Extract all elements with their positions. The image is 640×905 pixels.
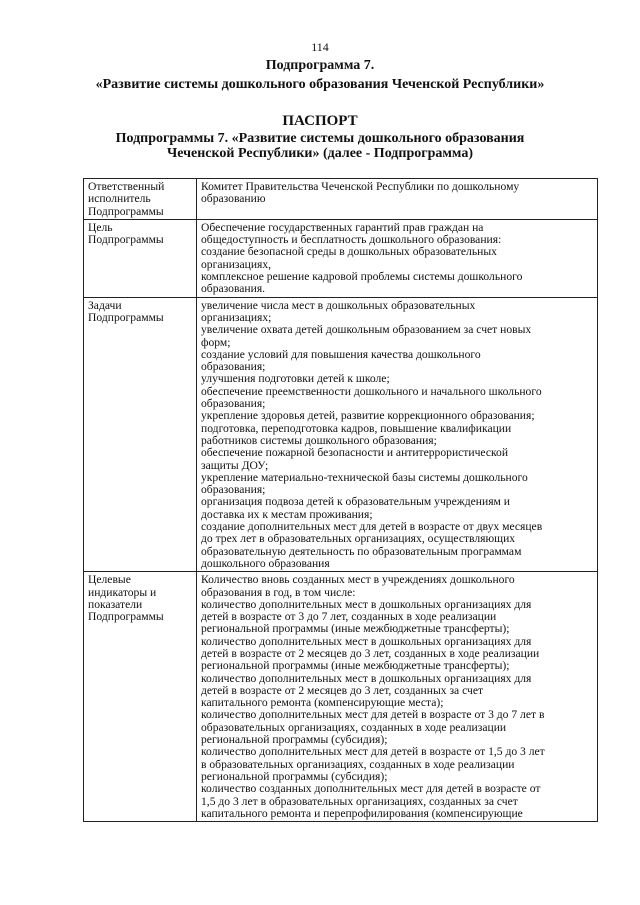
passport-subtitle-line-1: Подпрограммы 7. «Развитие системы дошкольного образования	[115, 131, 525, 146]
label-line: Цель	[88, 220, 113, 234]
value-line: Количество вновь созданных мест в учреждениях дошкольного	[201, 573, 515, 587]
value-line: Комитет Правительства Чеченской Республики по дошкольному	[201, 180, 520, 193]
value-line: количество созданных дополнительных мест для детей в возрасте от	[201, 782, 541, 796]
label-line: Ответственный	[88, 180, 165, 193]
page-number: 114	[311, 40, 329, 54]
label-line: показатели	[88, 597, 143, 611]
value-line: до трех лет в образовательных организациях, осуществляющих	[201, 532, 516, 546]
value-line: количество дополнительных мест в дошкольных организациях для	[201, 671, 532, 685]
value-line: образования.	[201, 282, 266, 296]
value-line: детей в возрасте от 3 до 7 лет, созданных в ходе реализации	[201, 610, 497, 624]
row-value	[197, 179, 598, 220]
value-line: количество дополнительных мест для детей в возрасте от 1,5 до 3 лет	[201, 745, 545, 759]
value-line: подготовка, переподготовка кадров, повышение квалификации	[201, 421, 512, 435]
value-line: образования;	[201, 483, 266, 497]
label-line: Задачи	[88, 298, 122, 312]
value-line: 1,5 до 3 лет в образовательных организациях, созданных за счет	[201, 794, 518, 808]
value-line: увеличение охвата детей дошкольным образованием за счет новых	[201, 323, 532, 337]
passport-heading: ПАСПОРТ	[282, 113, 358, 129]
value-line: работников системы дошкольного образования;	[201, 433, 437, 447]
value-line: комплексное решение кадровой проблемы системы дошкольного	[201, 270, 523, 284]
row-value	[197, 219, 598, 297]
value-line: образования;	[201, 360, 266, 374]
row-label	[84, 219, 197, 297]
row-value	[197, 572, 598, 822]
value-line: региональной программы (субсидия);	[201, 769, 388, 783]
value-line: дошкольного образования	[201, 556, 330, 570]
value-line: образованию	[201, 192, 266, 206]
value-line: создание дополнительных мест для детей в возрасте от двух месяцев	[201, 520, 543, 534]
value-line: детей в возрасте от 2 месяцев до 3 лет, созданных за счет	[201, 683, 484, 697]
label-line: Подпрограммы	[88, 610, 164, 624]
value-line: региональной программы (иные межбюджетные трансферты);	[201, 622, 510, 636]
value-line: укрепление материально-технической базы системы дошкольного	[201, 470, 528, 484]
passport-subtitle-line-2: Чеченской Республики» (далее - Подпрограмма)	[166, 146, 474, 161]
row-value	[197, 297, 598, 572]
value-line: в образовательных организациях, созданных в ходе реализации	[201, 757, 515, 771]
passport-table	[83, 178, 598, 822]
value-line: количество дополнительных мест в дошкольных организациях для	[201, 597, 532, 611]
table-row-goal	[84, 219, 598, 297]
label-line: Целевые	[88, 573, 131, 587]
table-row-tasks	[84, 297, 598, 572]
value-line: образования в год, в том числе:	[201, 585, 356, 599]
table-row-indicators	[84, 572, 598, 822]
value-line: общедоступность и бесплатность дошкольного образования:	[201, 233, 502, 247]
value-line: обеспечение преемственности дошкольного и начального школьного	[201, 384, 542, 398]
row-label	[84, 572, 197, 822]
value-line: защиты ДОУ;	[201, 458, 269, 472]
value-line: организациях,	[201, 257, 272, 271]
value-line: организациях;	[201, 310, 272, 324]
value-line: укрепление здоровья детей, развитие коррекционного образования;	[201, 409, 535, 423]
value-line: региональной программы (иные межбюджетные трансферты);	[201, 659, 510, 673]
value-line: Обеспечение государственных гарантий прав граждан на	[201, 220, 484, 234]
value-line: доставка их к местам проживания;	[201, 507, 373, 521]
value-line: детей в возрасте от 2 месяцев до 3 лет, созданных в ходе реализации	[201, 646, 540, 660]
value-line: образовательных организациях, созданных в ходе реализации	[201, 720, 507, 734]
label-line: Подпрограммы	[88, 233, 164, 247]
value-line: количество дополнительных мест в дошкольных организациях для	[201, 634, 532, 648]
value-line: улучшения подготовки детей к школе;	[201, 372, 390, 386]
value-line: создание безопасной среды в дошкольных образовательных	[201, 245, 497, 259]
value-line: увеличение числа мест в дошкольных образовательных	[201, 298, 476, 312]
value-line: региональной программы (субсидия);	[201, 733, 388, 747]
row-label	[84, 179, 197, 220]
label-line: Подпрограммы	[88, 310, 164, 324]
value-line: образования;	[201, 397, 266, 411]
value-line: организация подвоза детей к образовательным учреждениям и	[201, 495, 510, 509]
label-line: Подпрограммы	[88, 204, 164, 218]
subprogram-heading: Подпрограмма 7.	[265, 58, 375, 73]
value-line: форм;	[201, 335, 231, 349]
value-line: обеспечение пожарной безопасности и антитеррористической	[201, 446, 509, 460]
value-line: образовательную деятельность по образовательным программам	[201, 544, 522, 558]
row-label	[84, 297, 197, 572]
value-line: создание условий для повышения качества дошкольного	[201, 347, 481, 361]
value-line: капитального ремонта (компенсирующие места);	[201, 696, 444, 710]
value-line: количество дополнительных мест для детей в возрасте от 3 до 7 лет в	[201, 708, 545, 722]
table-row-responsible	[84, 179, 598, 220]
label-line: индикаторы и	[88, 585, 157, 599]
subprogram-title: «Развитие системы дошкольного образования Чеченской Республики»	[95, 77, 545, 92]
value-line: капитального ремонта и перепрофилирования (компенсирующие	[201, 806, 523, 820]
label-line: исполнитель	[88, 192, 151, 206]
